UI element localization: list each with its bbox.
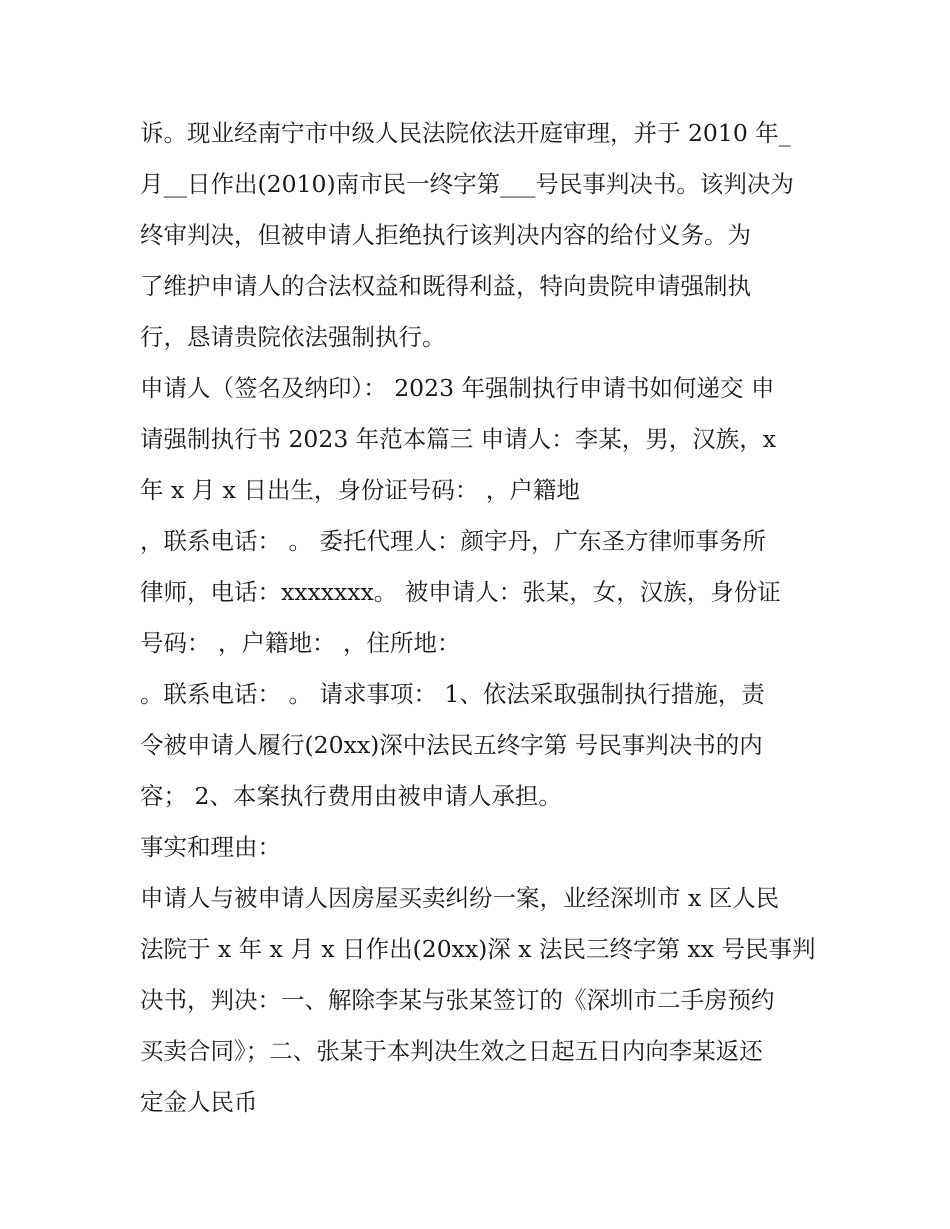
section-heading: 事实和理由：: [140, 833, 281, 861]
text-line: 申请人与被申请人因房屋买卖纠纷一案，业经深圳市 x 区人民: [140, 884, 780, 912]
text-line: 令被申请人履行(20xx)深中法民五终字第 号民事判决书的内: [140, 731, 763, 759]
document-body: [140, 108, 815, 1128]
text-line: 定金人民币: [140, 1088, 258, 1116]
text-line: ，联系电话： 。 委托代理人：颜宇丹，广东圣方律师事务所: [140, 527, 766, 555]
text-line: 年 x 月 x 日出生，身份证号码： ，户籍地: [140, 476, 580, 504]
text-line: 诉。现业经南宁市中级人民法院依法开庭审理，并于 2010 年_: [140, 119, 791, 147]
text-line: 月__日作出(2010)南市民一终字第___号民事判决书。该判决为: [140, 170, 794, 198]
text-line: 容； 2、本案执行费用由被申请人承担。: [140, 782, 562, 810]
text-line: 法院于 x 年 x 月 x 日作出(20xx)深 x 法民三终字第 xx 号民事判: [140, 935, 816, 963]
text-line: 了维护申请人的合法权益和既得利益，特向贵院申请强制执: [140, 272, 751, 300]
text-line: 请强制执行书 2023 年范本篇三 申请人：李某，男，汉族，x: [140, 425, 776, 453]
text-line: 申请人（签名及纳印）： 2023 年强制执行申请书如何递交 申: [140, 374, 775, 402]
text-line: 。联系电话： 。 请求事项： 1、依法采取强制执行措施，责: [140, 680, 765, 708]
text-line: 律师，电话：xxxxxxx。 被申请人：张某，女，汉族，身份证: [140, 578, 781, 606]
text-line: 决书，判决：一、解除李某与张某签订的《深圳市二手房预约: [140, 986, 775, 1014]
text-line: 号码： ，户籍地： ，住所地：: [140, 629, 461, 657]
text-line: 买卖合同》；二、张某于本判决生效之日起五日内向李某返还: [140, 1037, 763, 1065]
text-line: 终审判决，但被申请人拒绝执行该判决内容的给付义务。为: [140, 221, 751, 249]
text-line: 行，恳请贵院依法强制执行。: [140, 323, 446, 351]
